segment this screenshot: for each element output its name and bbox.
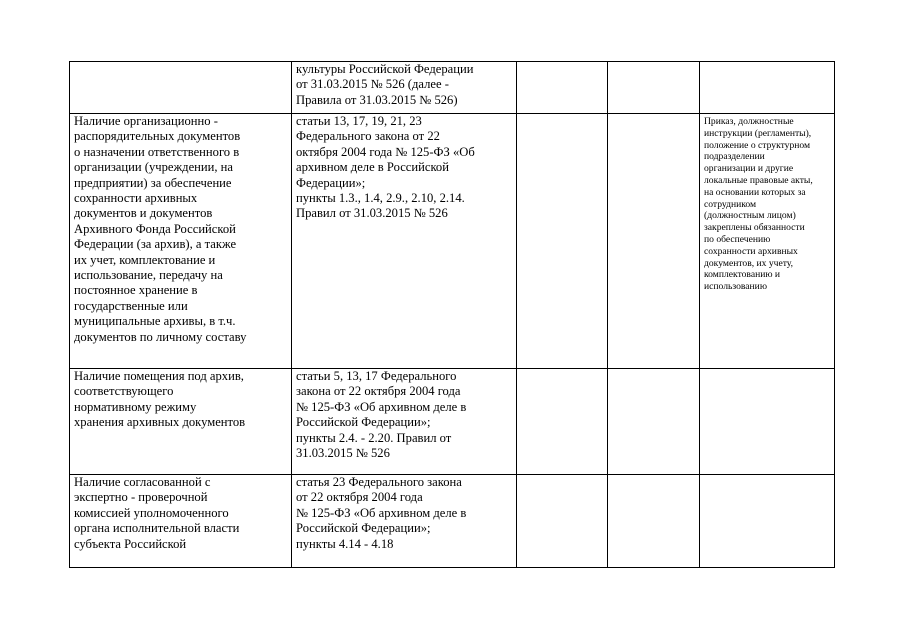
requirement-line: нормативному режиму [74, 399, 197, 414]
requirement-line: Наличие помещения под архив, [74, 369, 244, 383]
legal-basis-line: Правил от 31.03.2015 № 526 [296, 206, 448, 221]
requirement-line: документов по личному составу [74, 329, 247, 344]
legal-basis-line: Федерации»; [296, 175, 366, 190]
legal-basis-line: № 125-ФЗ «Об архивном деле в [296, 399, 467, 414]
requirement-line: постоянное хранение в [74, 283, 198, 298]
note-cell [700, 114, 835, 369]
requirement-line: органа исполнительной власти [74, 521, 240, 536]
requirement-line: муниципальные архивы, в т.ч. [74, 314, 236, 329]
note-line: документов, их учету, [704, 257, 794, 269]
note-line: сохранности архивных [704, 245, 798, 257]
requirement-line: хранения архивных документов [74, 415, 246, 430]
note-line: организации и другие [704, 163, 794, 175]
note-cell [700, 369, 835, 475]
note-line: Приказ, должностные [704, 116, 794, 127]
empty-cell [608, 114, 700, 369]
legal-basis-line: пункты 4.14 - 4.18 [296, 536, 394, 551]
table-body [70, 62, 835, 568]
requirement-cell [70, 114, 292, 369]
legal-basis-cell [292, 475, 517, 568]
legal-basis-cell [292, 369, 517, 475]
legal-basis-line: Правила от 31.03.2015 № 526) [296, 92, 458, 107]
requirement-line: государственные или [74, 298, 188, 313]
requirement-line: Федерации (за архив), а также [74, 237, 237, 252]
legal-basis-line: октября 2004 года № 125-ФЗ «Об [296, 144, 475, 159]
requirement-cell [70, 369, 292, 475]
legal-basis-line: статья 23 Федерального закона [296, 475, 462, 489]
legal-basis-line: от 22 октября 2004 года [296, 490, 423, 505]
requirement-line: их учет, комплектование и [74, 252, 216, 267]
note-line: сотрудником [704, 198, 757, 210]
note-cell [700, 62, 835, 114]
legal-basis-line: статьи 13, 17, 19, 21, 23 [296, 114, 422, 128]
note-line: (должностным лицом) [704, 210, 796, 222]
legal-basis-cell [292, 114, 517, 369]
legal-basis-cell [292, 62, 517, 114]
table-row [70, 114, 835, 369]
note-cell [700, 475, 835, 568]
legal-basis-line: культуры Российской Федерации [296, 62, 474, 76]
legal-basis-line: Российской Федерации»; [296, 521, 431, 536]
legal-basis-line: от 31.03.2015 № 526 (далее - [296, 77, 449, 92]
legal-basis-line: статьи 5, 13, 17 Федерального [296, 369, 457, 383]
note-line: комплектованию и [704, 269, 781, 281]
requirement-line: сохранности архивных [74, 191, 198, 206]
requirement-line: субъекта Российской [74, 536, 187, 551]
empty-cell [608, 475, 700, 568]
note-line: локальные правовые акты, [704, 174, 813, 186]
table-row [70, 369, 835, 475]
note-line: на основании которых за [704, 186, 806, 198]
table-row [70, 475, 835, 568]
legal-basis-line: Федерального закона от 22 [296, 129, 440, 144]
requirement-line: распорядительных документов [74, 129, 241, 144]
requirement-line: документов и документов [74, 206, 213, 221]
requirement-line: экспертно - проверочной [74, 490, 208, 505]
legal-basis-line: пункты 2.4. - 2.20. Правил от [296, 430, 452, 445]
note-line: положение о структурном [704, 139, 811, 151]
requirement-line: Архивного Фонда Российской [74, 221, 236, 236]
note-line: инструкции (регламенты), [704, 127, 812, 139]
legal-basis-line: 31.03.2015 № 526 [296, 446, 390, 461]
requirement-line: соответствующего [74, 384, 174, 399]
legal-basis-line: Российской Федерации»; [296, 415, 431, 430]
requirement-line: о назначении ответственного в [74, 144, 240, 159]
requirement-line: комиссией уполномоченного [74, 505, 229, 520]
legal-basis-line: пункты 1.3., 1.4, 2.9., 2.10, 2.14. [296, 191, 465, 206]
empty-cell [517, 114, 608, 369]
note-line: использованию [704, 281, 767, 293]
empty-cell [517, 369, 608, 475]
note-line: по обеспечению [704, 233, 771, 245]
table-row [70, 62, 835, 114]
requirement-line: организации (учреждении, на [74, 160, 234, 175]
empty-cell [517, 62, 608, 114]
legal-basis-line: № 125-ФЗ «Об архивном деле в [296, 505, 467, 520]
requirement-line: предприятии) за обеспечение [74, 175, 232, 190]
requirement-cell [70, 475, 292, 568]
requirement-line: Наличие согласованной с [74, 475, 211, 489]
empty-cell [608, 62, 700, 114]
requirement-cell [70, 62, 292, 114]
document-table [69, 61, 835, 568]
empty-cell [608, 369, 700, 475]
note-line: подразделении [704, 151, 765, 163]
requirement-line: Наличие организационно - [74, 114, 218, 128]
requirement-line: использование, передачу на [74, 268, 223, 283]
legal-basis-line: архивном деле в Российской [296, 160, 449, 175]
legal-basis-line: закона от 22 октября 2004 года [296, 384, 461, 399]
empty-cell [517, 475, 608, 568]
note-line: закреплены обязанности [704, 222, 805, 234]
